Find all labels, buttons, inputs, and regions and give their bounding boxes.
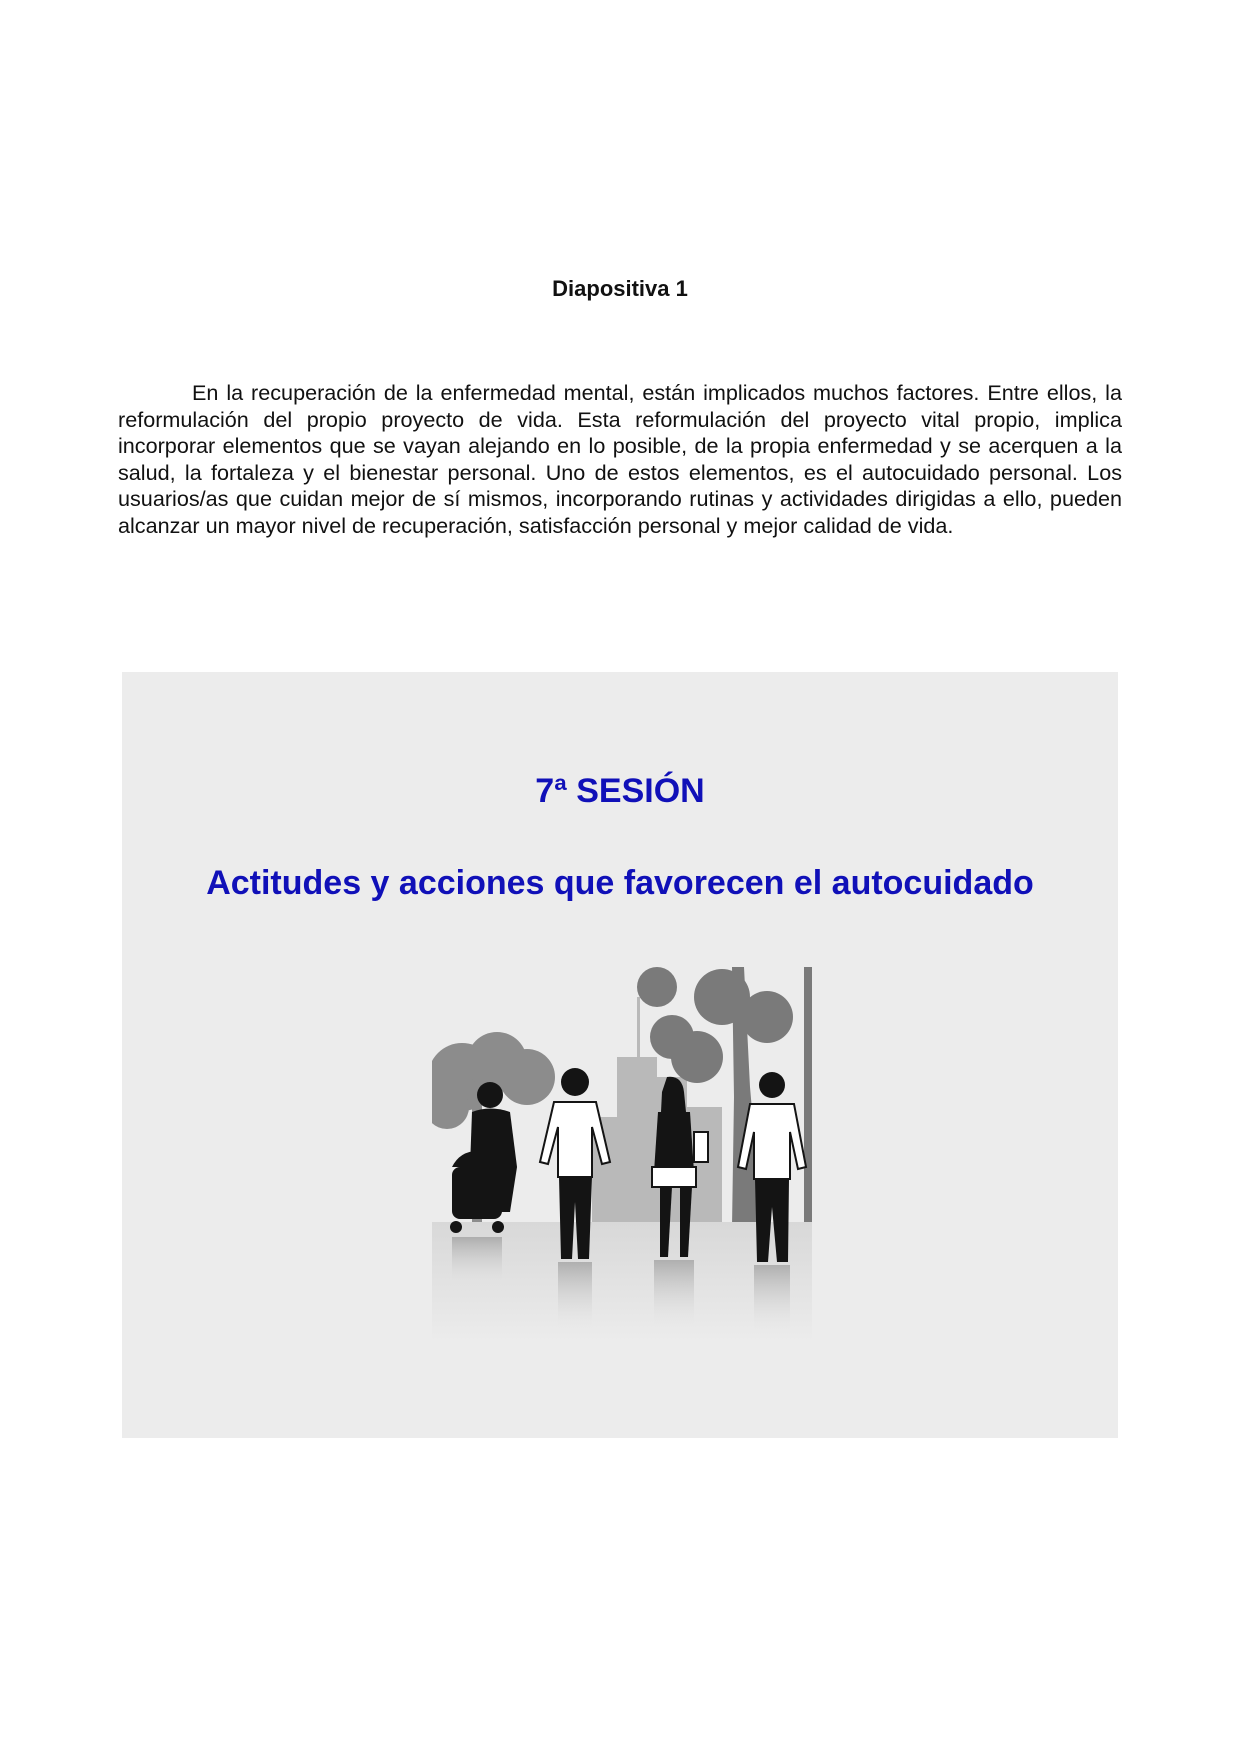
page-heading: Diapositiva 1 <box>552 276 688 301</box>
slide-panel <box>122 672 1118 1438</box>
slide-session-title: 7ª SESIÓN <box>535 772 705 810</box>
slide-subtitle: Actitudes y acciones que favorecen el autocuidado <box>206 864 1034 902</box>
body-paragraph: En la recuperación de la enfermedad mental, están implicados muchos factores. Entre ellos, la reformulación del propio proyecto de vida. Esta reformulación del proyecto vital propio, implica incorporar elementos que se vayan alejando en lo posible, de la propia enfermedad y se acerquen a la salud, la fortaleza y el bienestar personal. Uno de estos elementos, es el autocuidado personal. Los usuarios/as que cuidan mejor de sí mismos, incorporando rutinas y actividades dirigidas a ello, pueden alcanzar un mayor nivel de recuperación, satisfacción personal y mejor calidad de vida. <box>118 380 1122 538</box>
people-walking-illustration <box>432 967 812 1342</box>
